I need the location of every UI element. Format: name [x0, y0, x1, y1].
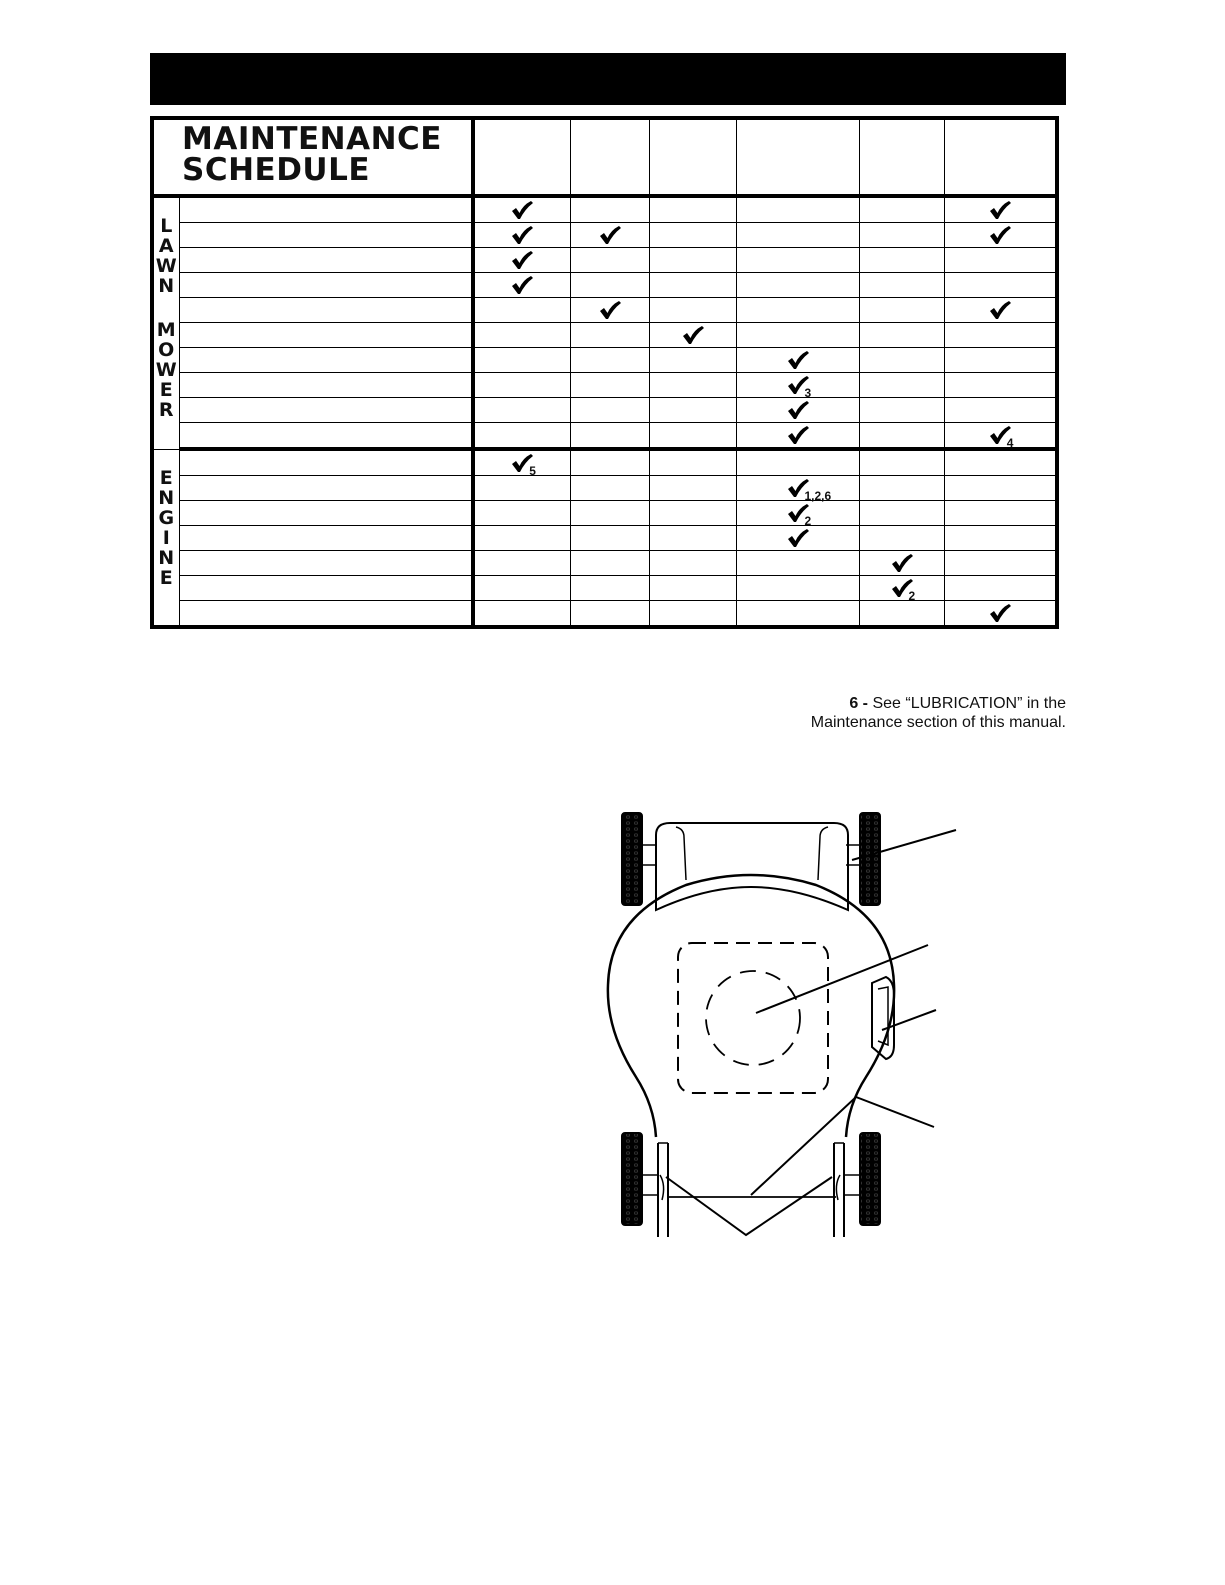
check-mark-icon: [787, 350, 809, 370]
schedule-cell: [473, 248, 570, 273]
table-row: [152, 398, 1057, 423]
schedule-cell: [473, 348, 570, 373]
table-row: [152, 323, 1057, 348]
check-mark: [511, 200, 533, 220]
schedule-cell: [859, 601, 944, 628]
schedule-cell: [736, 398, 859, 423]
schedule-cell: [736, 449, 859, 476]
footnote-ref: 5: [529, 464, 536, 478]
check-mark-icon: [989, 300, 1011, 320]
check-mark: [989, 425, 1014, 450]
check-mark-icon: [682, 325, 704, 345]
schedule-cell: [570, 449, 649, 476]
section-label: [152, 196, 179, 449]
footnote-line-2: Maintenance section of this manual.: [810, 714, 1066, 731]
check-mark: [511, 453, 536, 478]
schedule-cell: [570, 323, 649, 348]
schedule-cell: [649, 348, 736, 373]
schedule-cell: [859, 348, 944, 373]
task-cell: [179, 501, 473, 526]
task-cell: [179, 476, 473, 501]
check-mark-icon: [511, 225, 533, 245]
section-letter: L: [160, 215, 173, 237]
wheel-rear-left: [622, 813, 642, 905]
schedule-cell: [736, 501, 859, 526]
section-letter: N: [158, 486, 175, 509]
task-cell: [179, 423, 473, 450]
schedule-cell: [473, 423, 570, 450]
schedule-cell: [649, 476, 736, 501]
section-letter: R: [158, 399, 174, 421]
table-row: [152, 576, 1057, 601]
schedule-cell: [736, 373, 859, 398]
footnote-number: 6 -: [849, 695, 868, 712]
schedule-cell: [649, 449, 736, 476]
check-mark: [599, 225, 621, 245]
schedule-cell: [649, 223, 736, 248]
header-bar: [150, 53, 1066, 105]
schedule-cell: [736, 348, 859, 373]
task-cell: [179, 223, 473, 248]
check-mark: [787, 425, 809, 445]
schedule-cell: [473, 601, 570, 628]
task-cell: [179, 373, 473, 398]
schedule-cell: [944, 476, 1057, 501]
leader-line: [751, 1097, 934, 1195]
section-letter: A: [158, 235, 174, 257]
schedule-cell: [649, 551, 736, 576]
leader-line: [666, 1177, 832, 1235]
check-mark: [891, 553, 913, 573]
schedule-cell: [859, 223, 944, 248]
blade-outline: [706, 971, 800, 1065]
table-row: [152, 501, 1057, 526]
table-row: [152, 601, 1057, 628]
footnote: [700, 694, 1066, 732]
task-cell: [179, 601, 473, 628]
schedule-cell: [944, 273, 1057, 298]
engine-outline: [678, 943, 828, 1093]
table-row: [152, 273, 1057, 298]
schedule-cell: [473, 323, 570, 348]
check-mark-icon: [787, 400, 809, 420]
check-mark: [511, 250, 533, 270]
interval-header: [859, 118, 944, 196]
check-mark: [511, 275, 533, 295]
schedule-cell: [944, 298, 1057, 323]
check-mark: [787, 478, 832, 503]
schedule-cell: [473, 551, 570, 576]
check-mark-icon: [511, 200, 533, 220]
interval-header: [649, 118, 736, 196]
check-mark: [599, 300, 621, 320]
check-mark: [787, 528, 809, 548]
section-letter: E: [159, 466, 173, 489]
check-mark: [989, 300, 1011, 320]
schedule-cell: [859, 196, 944, 223]
schedule-cell: [570, 248, 649, 273]
table-row: [152, 196, 1057, 223]
schedule-cell: [736, 273, 859, 298]
schedule-cell: [944, 449, 1057, 476]
check-mark-icon: [599, 225, 621, 245]
check-mark-icon: [599, 300, 621, 320]
schedule-cell: [944, 248, 1057, 273]
check-mark-icon: [787, 528, 809, 548]
schedule-cell: [570, 501, 649, 526]
schedule-cell: [473, 501, 570, 526]
schedule-cell: [570, 423, 649, 450]
footnote-line-1: See “LUBRICATION” in the: [872, 695, 1066, 712]
check-mark: [787, 400, 809, 420]
check-mark: [891, 578, 916, 603]
schedule-cell: [649, 248, 736, 273]
task-cell: [179, 526, 473, 551]
schedule-cell: [570, 298, 649, 323]
schedule-title: [152, 118, 473, 196]
schedule-cell: [944, 196, 1057, 223]
schedule-cell: [570, 348, 649, 373]
section-letter: N: [158, 546, 175, 569]
task-cell: [179, 576, 473, 601]
schedule-cell: [944, 576, 1057, 601]
schedule-cell: [736, 298, 859, 323]
section-letter: G: [158, 506, 175, 529]
table-row: [152, 223, 1057, 248]
footnote-ref: 3: [804, 386, 812, 400]
schedule-cell: [859, 298, 944, 323]
task-cell: [179, 323, 473, 348]
task-cell: [179, 348, 473, 373]
check-mark: [787, 375, 812, 400]
schedule-cell: [473, 273, 570, 298]
check-mark: [989, 225, 1011, 245]
check-mark: [787, 350, 809, 370]
schedule-cell: [859, 323, 944, 348]
schedule-cell: [473, 576, 570, 601]
schedule-cell: [736, 248, 859, 273]
section-letter: O: [158, 339, 175, 361]
footnote-ref: 1,2,6: [804, 489, 832, 503]
schedule-cell: [859, 423, 944, 450]
schedule-cell: [859, 373, 944, 398]
section-label: [152, 449, 179, 627]
schedule-cell: [570, 398, 649, 423]
schedule-cell: [473, 449, 570, 476]
schedule-cell: [859, 273, 944, 298]
section-letter: W: [155, 255, 177, 277]
schedule-cell: [570, 576, 649, 601]
task-cell: [179, 551, 473, 576]
check-mark: [989, 603, 1011, 623]
schedule-cell: [736, 576, 859, 601]
schedule-cell: [473, 196, 570, 223]
schedule-cell: [649, 501, 736, 526]
schedule-cell: [649, 196, 736, 223]
interval-header: [944, 118, 1057, 196]
interval-header: [473, 118, 570, 196]
table-row: [152, 526, 1057, 551]
task-cell: [179, 398, 473, 423]
leader-line: [756, 945, 928, 1013]
schedule-cell: [570, 196, 649, 223]
schedule-cell: [859, 398, 944, 423]
schedule-cell: [944, 526, 1057, 551]
schedule-cell: [649, 273, 736, 298]
interval-header: [736, 118, 859, 196]
schedule-cell: [736, 196, 859, 223]
table-row: [152, 423, 1057, 450]
schedule-cell: [944, 601, 1057, 628]
schedule-cell: [570, 601, 649, 628]
section-letter: E: [159, 566, 173, 589]
schedule-cell: [736, 551, 859, 576]
check-mark-icon: [989, 225, 1011, 245]
schedule-cell: [473, 476, 570, 501]
footnote-ref: 2: [804, 514, 812, 528]
table-row: [152, 348, 1057, 373]
schedule-cell: [859, 501, 944, 526]
wheel-front-right: [860, 1133, 880, 1225]
check-mark-icon: [891, 553, 913, 573]
section-letter: I: [162, 526, 170, 549]
check-mark: [511, 225, 533, 245]
interval-header: [570, 118, 649, 196]
schedule-cell: [473, 398, 570, 423]
schedule-cell: [649, 423, 736, 450]
schedule-cell: [649, 323, 736, 348]
schedule-cell: [736, 423, 859, 450]
check-mark-icon: [989, 200, 1011, 220]
table-row: [152, 373, 1057, 398]
schedule-cell: [473, 526, 570, 551]
lawn-mower-top-view-diagram: [596, 805, 976, 1245]
wheel-rear-right: [860, 813, 880, 905]
schedule-cell: [944, 223, 1057, 248]
schedule-cell: [649, 601, 736, 628]
schedule-cell: [736, 323, 859, 348]
schedule-cell: [859, 248, 944, 273]
maintenance-schedule-table: [150, 116, 1059, 629]
schedule-cell: [859, 551, 944, 576]
check-mark-icon: [787, 425, 809, 445]
schedule-cell: [859, 576, 944, 601]
schedule-cell: [570, 273, 649, 298]
table-row: [152, 298, 1057, 323]
check-mark-icon: [511, 275, 533, 295]
footnote-ref: 2: [908, 589, 916, 603]
schedule-cell: [944, 323, 1057, 348]
schedule-cell: [944, 423, 1057, 450]
schedule-cell: [736, 223, 859, 248]
schedule-cell: [859, 526, 944, 551]
schedule-cell: [649, 576, 736, 601]
schedule-cell: [473, 223, 570, 248]
schedule-cell: [736, 476, 859, 501]
schedule-cell: [944, 348, 1057, 373]
footnote-ref: 4: [1006, 436, 1014, 450]
schedule-cell: [570, 373, 649, 398]
title-line-1: MAINTENANCE: [182, 121, 442, 157]
task-cell: [179, 196, 473, 223]
schedule-cell: [944, 398, 1057, 423]
schedule-cell: [944, 551, 1057, 576]
check-mark-icon: [511, 250, 533, 270]
section-letter: E: [159, 379, 173, 401]
schedule-cell: [736, 526, 859, 551]
schedule-cell: [649, 526, 736, 551]
schedule-cell: [649, 298, 736, 323]
schedule-cell: [570, 526, 649, 551]
table-row: [152, 449, 1057, 476]
schedule-cell: [570, 476, 649, 501]
schedule-cell: [570, 551, 649, 576]
wheel-front-left: [622, 1133, 642, 1225]
table-row: [152, 248, 1057, 273]
section-letter: N: [158, 275, 175, 297]
task-cell: [179, 273, 473, 298]
task-cell: [179, 298, 473, 323]
check-mark-icon: [989, 603, 1011, 623]
check-mark: [989, 200, 1011, 220]
task-cell: [179, 449, 473, 476]
section-letter: M: [156, 319, 176, 341]
schedule-cell: [944, 501, 1057, 526]
table-row: [152, 476, 1057, 501]
schedule-cell: [736, 601, 859, 628]
check-mark: [682, 325, 704, 345]
title-line-2: SCHEDULE: [182, 152, 371, 188]
schedule-cell: [649, 398, 736, 423]
check-mark: [787, 503, 812, 528]
table-row: [152, 551, 1057, 576]
schedule-cell: [859, 449, 944, 476]
schedule-cell: [473, 298, 570, 323]
section-letter: W: [155, 359, 177, 381]
table-header-row: [152, 118, 1057, 196]
schedule-cell: [859, 476, 944, 501]
schedule-cell: [944, 373, 1057, 398]
task-cell: [179, 248, 473, 273]
schedule-cell: [473, 373, 570, 398]
schedule-cell: [649, 373, 736, 398]
schedule-cell: [570, 223, 649, 248]
mower-deck: [608, 875, 894, 1137]
